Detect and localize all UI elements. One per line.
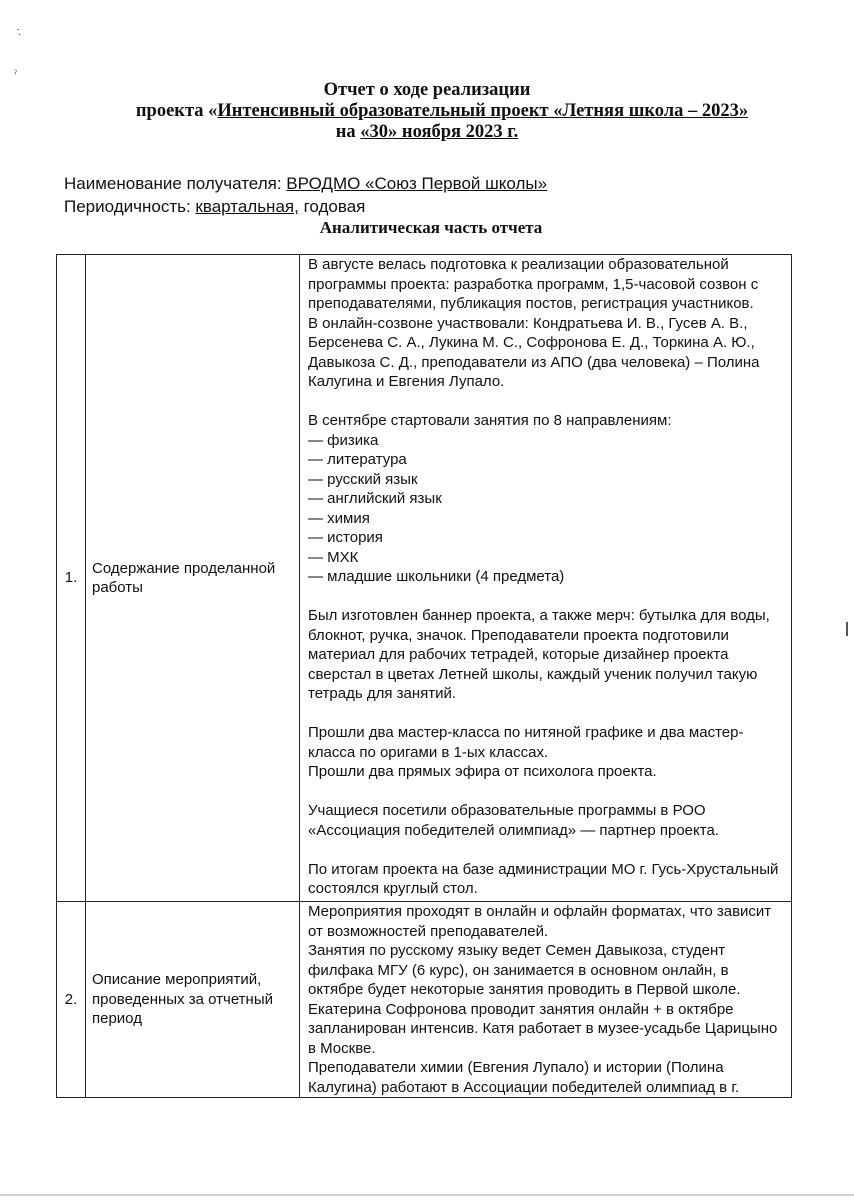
content-line: — история <box>308 529 383 546</box>
recipient-value: ВРОДМО «Союз Первой школы» <box>286 174 548 193</box>
row-label: Описание мероприятий, проведенных за отчетный период <box>86 902 300 1098</box>
content-line: — МХК <box>308 548 359 566</box>
report-header <box>0 80 854 143</box>
periodicity-other: годовая <box>303 197 366 216</box>
report-table <box>56 254 792 1098</box>
project-name: Интенсивный образовательный проект «Летняя школа – 2023» <box>217 101 749 121</box>
content-line: Занятия по русскому языку ведет Семен Давыкоза, студент филфака МГУ (6 курс), он занимается в основном онлайн, в октябре будет некоторые занятия проводить в Первой школе. <box>308 942 741 998</box>
content-line: — литература <box>308 451 407 468</box>
content-line: Учащиеся посетили образовательные программы в РОО «Ассоциация победителей олимпиад» — партнер проекта. <box>308 802 719 839</box>
paragraph-gap <box>308 704 784 724</box>
report-date: «30» ноября 2023 г. <box>360 122 519 142</box>
project-line: проекта «Интенсивный образовательный проект «Летняя школа – 2023» <box>135 101 749 121</box>
content-line: Екатерина Софронова проводит занятия онлайн + в октябре запланирован интенсив. Катя работает в музее-усадьбе Царицыно в Москве. <box>308 1000 778 1057</box>
content-line: В августе велась подготовка к реализации образовательной программы проекта: разработка программ, 1,5-часовой созвон с преподавателями, публикация постов, регистрация участников. <box>308 256 759 312</box>
row-label: Содержание проделанной работы <box>86 255 300 902</box>
table-row <box>57 255 792 902</box>
scan-mark: ˀ <box>14 68 17 80</box>
content-line: По итогам проекта на базе администрации МО г. Гусь-Хрустальный состоялся круглый стол. <box>308 860 779 897</box>
paragraph-gap <box>308 587 784 607</box>
content-line: В онлайн-созвоне участвовали: Кондратьева И. В., Гусев А. В., Берсенева С. А., Лукина М. С., Софронова Е. Д., Торкина А. Ю., Давыкоза С. Д., преподаватели из АПО (два человека) – Полина Калугина и Евгения Лупало. <box>308 314 760 390</box>
content-line: Был изготовлен баннер проекта, а также мерч: бутылка для воды, блокнот, ручка, значок. Преподаватели проекта подготовили материал для рабочих тетрадей, которые дизайнер проекта сверстал в цветах Летней школы, каждый ученик получил такую тетрадь для занятий. <box>308 607 770 702</box>
content-line: — русский язык <box>308 470 418 488</box>
section-title: Аналитическая часть отчета <box>319 218 543 237</box>
paragraph-gap <box>308 840 784 860</box>
report-date-line: на «30» ноября 2023 г. <box>335 122 519 142</box>
paragraph-gap <box>308 782 784 802</box>
scan-edge-mark <box>846 622 848 636</box>
table-row <box>57 902 792 1098</box>
content-line: — физика <box>308 431 379 449</box>
paragraph-gap <box>308 392 784 412</box>
scan-bottom-edge <box>0 1194 854 1196</box>
row-number: 2. <box>57 902 86 1098</box>
recipient-line: Наименование получателя: ВРОДМО «Союз Первой школы» <box>64 174 548 193</box>
scan-mark: ·̣ <box>16 24 20 36</box>
report-meta <box>64 172 547 218</box>
content-line: Преподаватели химии (Евгения Лупало) и истории (Полина Калугина) работают в Ассоциации победителей олимпиад в г. <box>308 1059 740 1096</box>
content-line: — младшие школьники (4 предмета) <box>308 568 565 585</box>
row-content <box>300 255 792 902</box>
content-line: Прошли два мастер-класса по нитяной графике и два мастер-класса по оригами в 1-ых классах. <box>308 724 744 761</box>
periodicity-selected: квартальная, <box>195 197 299 216</box>
report-title: Отчет о ходе реализации <box>323 80 531 100</box>
row-content <box>300 902 792 1098</box>
row-number: 1. <box>57 255 86 902</box>
content-line: — английский язык <box>308 490 442 507</box>
content-line: Прошли два прямых эфира от психолога проекта. <box>308 763 657 780</box>
content-line: — химия <box>308 509 370 527</box>
periodicity-line: Периодичность: квартальная, годовая <box>64 197 366 216</box>
content-line: В сентябре стартовали занятия по 8 направлениям: <box>308 412 672 429</box>
content-line: Мероприятия проходят в онлайн и офлайн форматах, что зависит от возможностей преподавателей. <box>308 903 772 940</box>
